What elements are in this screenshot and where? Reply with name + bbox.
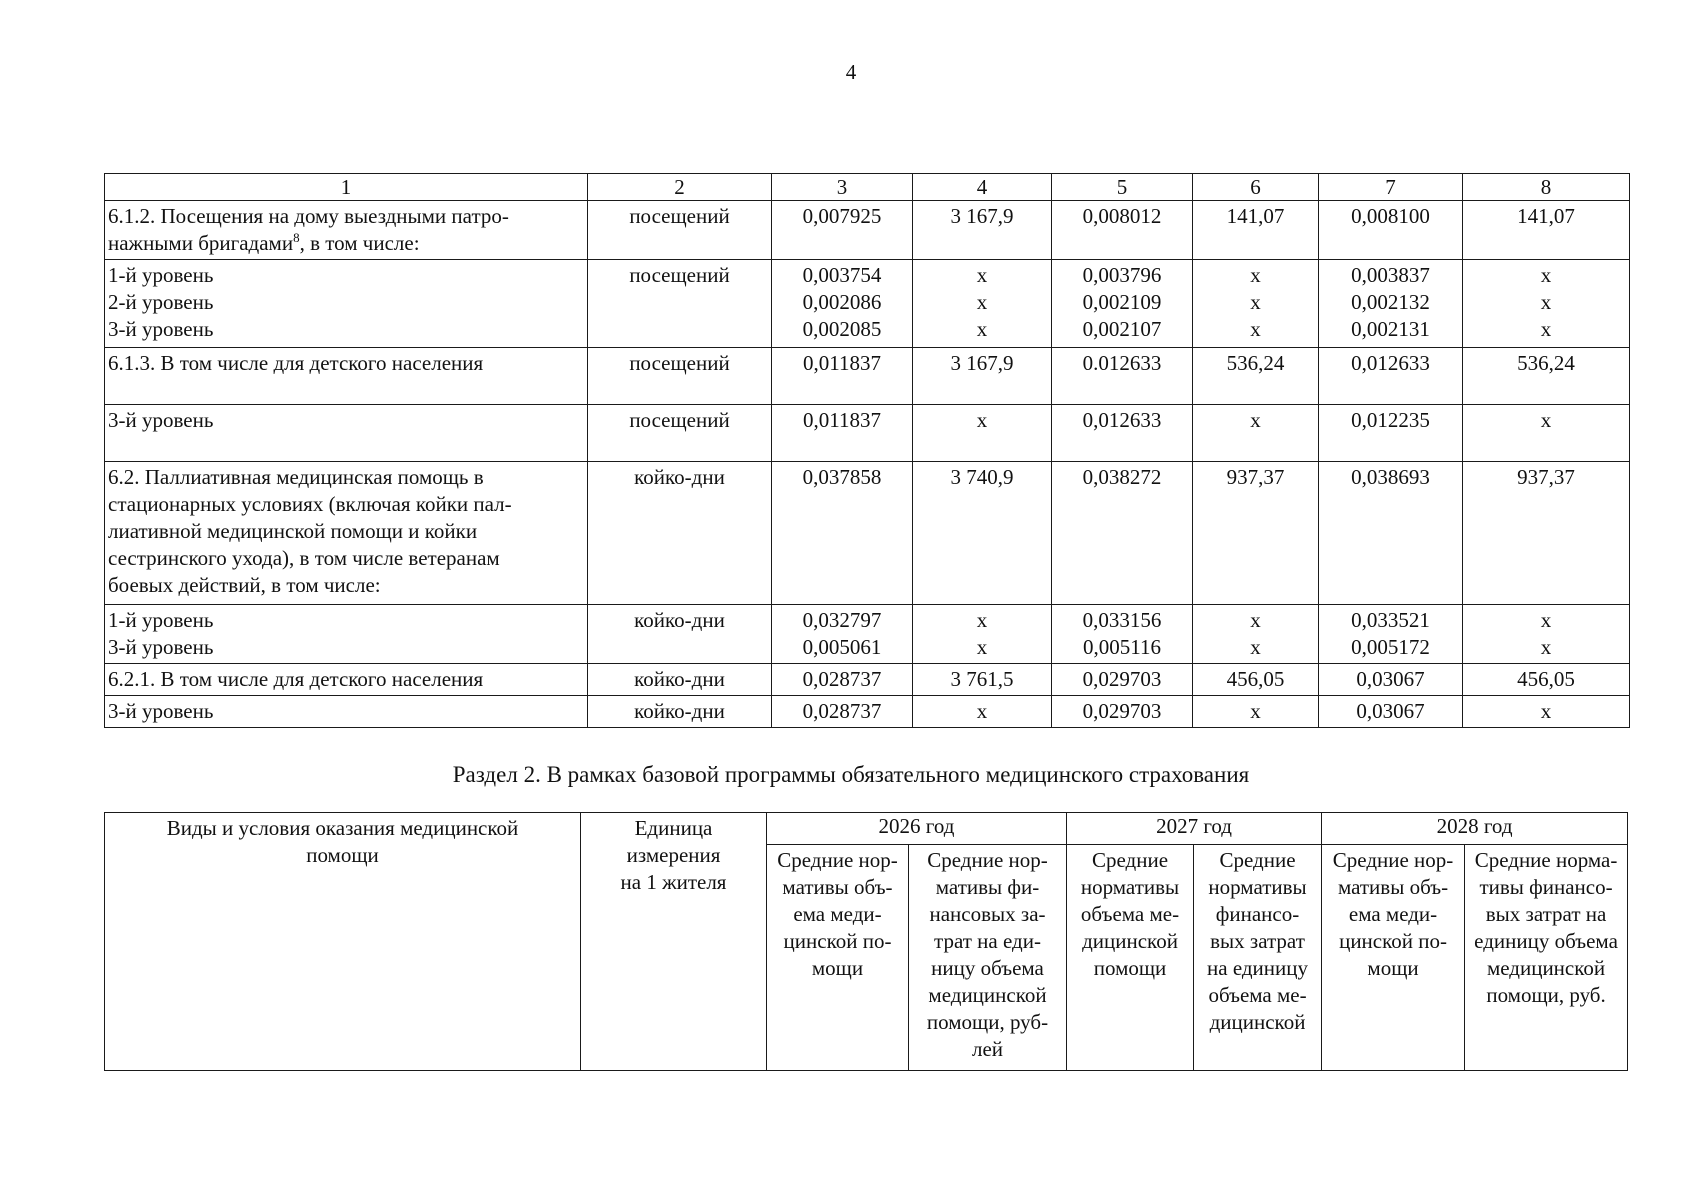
- year-header-2027: 2027 год: [1067, 813, 1322, 845]
- value-cell: х: [1463, 696, 1630, 728]
- col-number: 5: [1052, 174, 1193, 201]
- value: 0,005061: [802, 635, 882, 659]
- value-cell: 536,24: [1193, 348, 1319, 405]
- header-line: нормативы: [1208, 875, 1307, 899]
- header-line: Единица: [634, 816, 713, 840]
- col-unit-header: [581, 813, 767, 1071]
- col-number: 4: [913, 174, 1052, 201]
- label-line: сестринского ухода), в том числе ветеранам: [108, 546, 500, 570]
- value-cell: [1193, 260, 1319, 348]
- unit-cell: посещений: [588, 260, 772, 348]
- header-line: нормативы: [1080, 875, 1180, 899]
- value: х: [1540, 263, 1552, 287]
- header-line: Средние нор-: [777, 848, 898, 872]
- header-line: мативы объ-: [1337, 875, 1449, 899]
- value-cell: 0.012633: [1052, 348, 1193, 405]
- unit-cell: койко-дни: [588, 696, 772, 728]
- header-line: помощи: [306, 843, 379, 867]
- value: х: [1540, 635, 1552, 659]
- header-line: единицу объема: [1474, 929, 1618, 953]
- value: 0,005172: [1351, 635, 1430, 659]
- value-cell: х: [1193, 405, 1319, 462]
- value-cell: 456,05: [1463, 664, 1630, 696]
- row-label: [105, 462, 588, 605]
- table-row: [105, 405, 1630, 462]
- value: 0,002109: [1082, 290, 1162, 314]
- header-line: цинской по-: [783, 929, 892, 953]
- normatives-table-continued: [104, 173, 1630, 728]
- value-cell: 0,012235: [1319, 405, 1463, 462]
- header-line: медицинской: [1486, 956, 1606, 980]
- footnote-mark: 8: [293, 230, 300, 245]
- subheader-cost: [1194, 845, 1322, 1071]
- value-cell: х: [913, 405, 1052, 462]
- row-label: 3-й уровень: [105, 696, 588, 728]
- value-cell: 0,029703: [1052, 664, 1193, 696]
- year-header-2028: 2028 год: [1322, 813, 1628, 845]
- value-cell: 0,038693: [1319, 462, 1463, 605]
- value: х: [1250, 317, 1261, 341]
- col-number: 3: [772, 174, 913, 201]
- row-label: 6.1.3. В том числе для детского населения: [105, 348, 588, 405]
- column-number-row: [105, 174, 1630, 201]
- value: х: [976, 635, 988, 659]
- header-line: медицинской: [928, 983, 1047, 1007]
- header-line: Виды и условия оказания медицинской: [166, 816, 519, 840]
- header-line: тивы финансо-: [1479, 875, 1613, 899]
- value-cell: 0,038272: [1052, 462, 1193, 605]
- header-line: мативы фи-: [935, 875, 1040, 899]
- value-cell: [1463, 260, 1630, 348]
- value: 0,002086: [802, 290, 882, 314]
- value: 0,003796: [1082, 263, 1162, 287]
- value-cell: 937,37: [1463, 462, 1630, 605]
- value: 0,002132: [1351, 290, 1430, 314]
- header-line: финансо-: [1215, 902, 1300, 926]
- label-line: боевых действий, в том числе:: [108, 573, 381, 597]
- value-cell: 0,011837: [772, 348, 913, 405]
- header-line: нансовых за-: [929, 902, 1046, 926]
- value-cell: 0,011837: [772, 405, 913, 462]
- value-cell: [1193, 605, 1319, 664]
- value-cell: 3 167,9: [913, 201, 1052, 260]
- value-cell: [772, 260, 913, 348]
- header-line: помощи: [1093, 956, 1167, 980]
- value-cell: х: [1463, 405, 1630, 462]
- value-cell: 0,028737: [772, 696, 913, 728]
- row-label: [105, 605, 588, 664]
- label-tail: , в том числе:: [299, 231, 420, 255]
- header-line: мощи: [811, 956, 864, 980]
- value-cell: 0,03067: [1319, 696, 1463, 728]
- header-line: ницу объема: [931, 956, 1044, 980]
- label-line: нажными бригадами: [108, 231, 294, 255]
- value: 0,003754: [802, 263, 882, 287]
- value: х: [1250, 290, 1261, 314]
- value: 0,003837: [1351, 263, 1430, 287]
- level-label: 1-й уровень: [108, 608, 214, 632]
- subheader-volume: [767, 845, 909, 1071]
- value-cell: 0,008100: [1319, 201, 1463, 260]
- header-line: объема ме-: [1080, 902, 1180, 926]
- value: 0,002085: [802, 317, 882, 341]
- value: х: [1540, 608, 1552, 632]
- value: 0,033156: [1082, 608, 1162, 632]
- year-header-2026: 2026 год: [767, 813, 1067, 845]
- unit-cell: посещений: [588, 201, 772, 260]
- value: х: [1250, 608, 1261, 632]
- level-label: 2-й уровень: [108, 290, 214, 314]
- unit-cell: койко-дни: [588, 462, 772, 605]
- value: 0,005116: [1083, 635, 1161, 659]
- header-line: вых затрат на: [1485, 902, 1607, 926]
- table-row: [105, 664, 1630, 696]
- header-line: Средние: [1091, 848, 1169, 872]
- subheader-cost: [1465, 845, 1628, 1071]
- label-line: лиативной медицинской помощи и койки: [108, 519, 478, 543]
- value-cell: 0,037858: [772, 462, 913, 605]
- header-line: цинской по-: [1339, 929, 1447, 953]
- header-line: ема меди-: [1348, 902, 1438, 926]
- value-cell: 3 167,9: [913, 348, 1052, 405]
- label-line: 6.1.2. Посещения на дому выездными патро-: [108, 204, 509, 228]
- row-label: [105, 201, 588, 260]
- value-cell: [1319, 605, 1463, 664]
- value-cell: [1463, 605, 1630, 664]
- header-line: на единицу: [1207, 956, 1309, 980]
- header-row-years: [105, 813, 1628, 845]
- header-line: трат на еди-: [934, 929, 1041, 953]
- section2-header-table: [104, 812, 1628, 1071]
- value: х: [1540, 290, 1552, 314]
- value-cell: [1319, 260, 1463, 348]
- value: х: [976, 290, 988, 314]
- value-cell: 3 740,9: [913, 462, 1052, 605]
- value-cell: [913, 260, 1052, 348]
- col-number: 8: [1463, 174, 1630, 201]
- value: 0,033521: [1351, 608, 1430, 632]
- header-line: Средние нор-: [927, 848, 1048, 872]
- value-cell: [1052, 605, 1193, 664]
- page-number: 4: [845, 60, 857, 84]
- header-line: на 1 жителя: [620, 870, 727, 894]
- value-cell: [1052, 260, 1193, 348]
- unit-cell: койко-дни: [588, 664, 772, 696]
- value-cell: х: [913, 696, 1052, 728]
- value-cell: 0,007925: [772, 201, 913, 260]
- value: х: [976, 608, 988, 632]
- table-row: [105, 462, 1630, 605]
- row-label: 3-й уровень: [105, 405, 588, 462]
- header-line: помощи, руб.: [1486, 983, 1606, 1007]
- col-number: 2: [588, 174, 772, 201]
- value-cell: 0,03067: [1319, 664, 1463, 696]
- value-cell: 0,012633: [1319, 348, 1463, 405]
- value: 0,002131: [1351, 317, 1430, 341]
- unit-cell: посещений: [588, 405, 772, 462]
- label-line: 6.2. Паллиативная медицинская помощь в: [108, 465, 484, 489]
- header-line: вых затрат: [1210, 929, 1305, 953]
- header-line: помощи, руб-: [926, 1010, 1049, 1034]
- value-cell: 937,37: [1193, 462, 1319, 605]
- value: х: [976, 317, 988, 341]
- col-number: 1: [105, 174, 588, 201]
- unit-cell: койко-дни: [588, 605, 772, 664]
- header-line: измерения: [626, 843, 721, 867]
- value-cell: 0,028737: [772, 664, 913, 696]
- value: х: [976, 263, 988, 287]
- level-label: 1-й уровень: [108, 263, 214, 287]
- value-cell: 141,07: [1193, 201, 1319, 260]
- header-line: Средние норма-: [1474, 848, 1618, 872]
- value: 0,032797: [802, 608, 882, 632]
- value: х: [1250, 635, 1261, 659]
- header-line: Средние нор-: [1332, 848, 1454, 872]
- value-cell: 3 761,5: [913, 664, 1052, 696]
- subheader-volume: [1067, 845, 1194, 1071]
- table-row: [105, 260, 1630, 348]
- col-type-header: [105, 813, 581, 1071]
- level-label: 3-й уровень: [108, 635, 214, 659]
- value-cell: 0,029703: [1052, 696, 1193, 728]
- table-row: [105, 201, 1630, 260]
- header-line: ема меди-: [793, 902, 882, 926]
- col-number: 7: [1319, 174, 1463, 201]
- unit-cell: посещений: [588, 348, 772, 405]
- header-line: мативы объ-: [782, 875, 893, 899]
- value: х: [1250, 263, 1261, 287]
- header-line: дицинской: [1209, 1010, 1306, 1034]
- value-cell: 536,24: [1463, 348, 1630, 405]
- header-line: объема ме-: [1208, 983, 1307, 1007]
- value: х: [1540, 317, 1552, 341]
- row-label: [105, 260, 588, 348]
- value-cell: 0,012633: [1052, 405, 1193, 462]
- value-cell: х: [1193, 696, 1319, 728]
- level-label: 3-й уровень: [108, 317, 214, 341]
- label-line: стационарных условиях (включая койки пал-: [108, 492, 512, 516]
- header-line: Средние: [1219, 848, 1296, 872]
- header-line: лей: [971, 1037, 1004, 1061]
- col-number: 6: [1193, 174, 1319, 201]
- subheader-volume: [1322, 845, 1465, 1071]
- value: 0,002107: [1082, 317, 1162, 341]
- row-label: 6.2.1. В том числе для детского населения: [105, 664, 588, 696]
- header-line: дицинской: [1082, 929, 1178, 953]
- section-title: Раздел 2. В рамках базовой программы обязательного медицинского страхования: [452, 762, 1250, 787]
- table-row: [105, 605, 1630, 664]
- subheader-cost: [909, 845, 1067, 1071]
- table-row: [105, 696, 1630, 728]
- value-cell: 0,008012: [1052, 201, 1193, 260]
- header-line: мощи: [1367, 956, 1419, 980]
- value-cell: [913, 605, 1052, 664]
- value-cell: [772, 605, 913, 664]
- value-cell: 456,05: [1193, 664, 1319, 696]
- table-row: [105, 348, 1630, 405]
- value-cell: 141,07: [1463, 201, 1630, 260]
